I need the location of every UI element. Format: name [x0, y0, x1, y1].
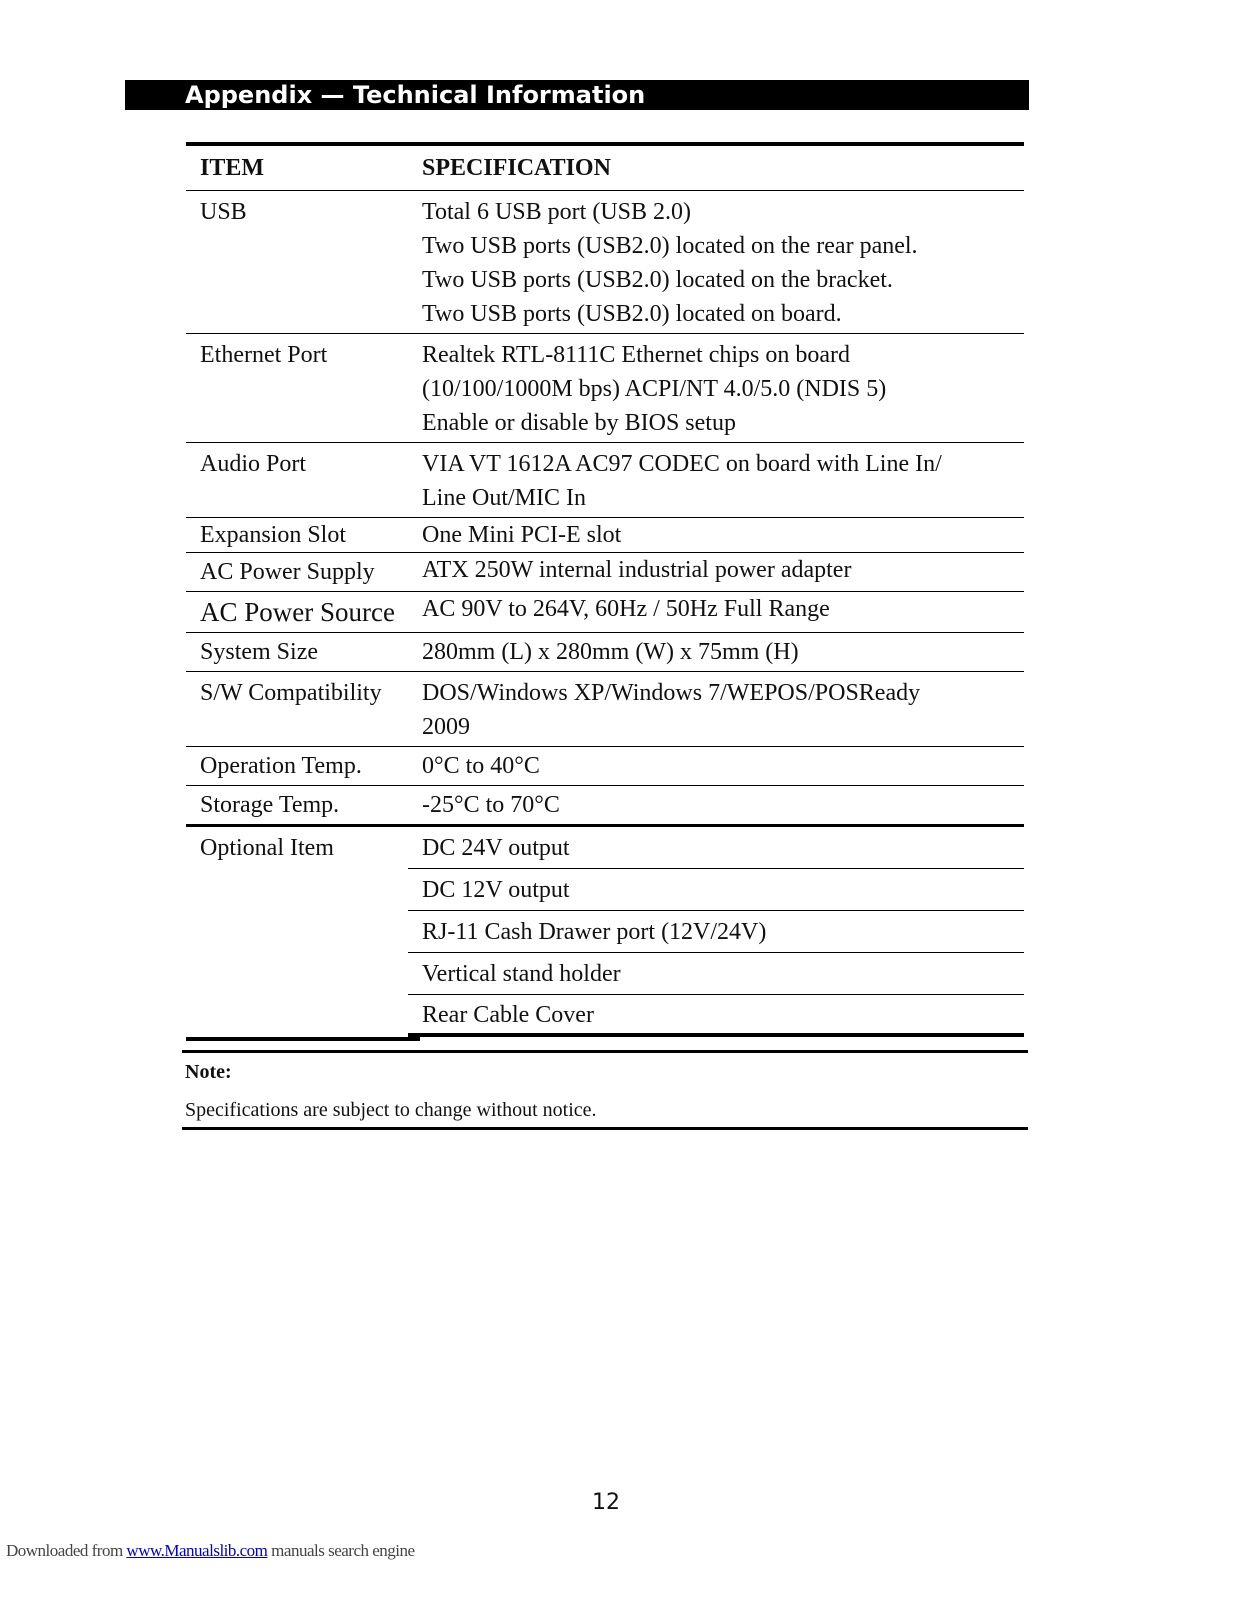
spec-line: Realtek RTL-8111C Ethernet chips on board [422, 342, 851, 368]
item-cell: Optional Item [200, 835, 334, 861]
spec-line: 280mm (L) x 280mm (W) x 75mm (H) [422, 639, 799, 665]
table-row [186, 672, 1024, 747]
spec-line: Enable or disable by BIOS setup [422, 410, 736, 436]
item-cell: USB [200, 199, 247, 225]
section-header-bar [125, 80, 1029, 110]
spec-line: One Mini PCI-E slot [422, 522, 622, 548]
spec-table [186, 142, 1024, 1037]
spec-line: 0°C to 40°C [422, 753, 540, 779]
table-row [186, 334, 1024, 443]
spec-line: VIA VT 1612A AC97 CODEC on board with Line In/ [422, 451, 942, 477]
spec-line: AC 90V to 264V, 60Hz / 50Hz Full Range [422, 596, 830, 622]
spec-column-header: SPECIFICATION [422, 154, 611, 181]
item-cell: AC Power Supply [200, 559, 375, 585]
table-row [186, 592, 1024, 633]
spec-table-header [186, 146, 1024, 191]
spec-line: Total 6 USB port (USB 2.0) [422, 199, 691, 225]
item-cell: Expansion Slot [200, 522, 347, 548]
note-title: Note: [185, 1061, 232, 1083]
table-row [186, 553, 1024, 592]
table-row [186, 633, 1024, 672]
spec-line: (10/100/1000M bps) ACPI/NT 4.0/5.0 (NDIS 5) [422, 376, 887, 402]
spec-line: Line Out/MIC In [422, 485, 586, 511]
optional-spec-line: DC 12V output [408, 869, 1024, 911]
table-row [186, 518, 1024, 553]
spec-line: Two USB ports (USB2.0) located on the rear panel. [422, 233, 918, 259]
item-cell: Storage Temp. [200, 792, 340, 818]
spec-line: -25°C to 70°C [422, 792, 560, 818]
download-footer [6, 1541, 415, 1561]
optional-spec-line: DC 24V output [408, 827, 1024, 869]
optional-spec-line: Rear Cable Cover [408, 995, 1024, 1037]
note-block [182, 1050, 1028, 1130]
item-cell: System Size [200, 639, 318, 665]
optional-items-row [186, 827, 1024, 1037]
section-title: Appendix — Technical Information [185, 81, 646, 109]
item-cell: Operation Temp. [200, 753, 362, 779]
spec-line: DOS/Windows XP/Windows 7/WEPOS/POSReady [422, 680, 921, 706]
spec-line: Two USB ports (USB2.0) located on board. [422, 301, 842, 327]
note-text: Specifications are subject to change without notice. [185, 1099, 597, 1121]
page-number: 12 [592, 1490, 620, 1515]
item-cell: AC Power Source [200, 597, 395, 627]
spec-line: 2009 [422, 714, 470, 740]
table-row [186, 747, 1024, 786]
item-cell: Ethernet Port [200, 342, 328, 368]
manualslib-link[interactable]: www.Manualslib.com [126, 1541, 268, 1560]
optional-spec-line: RJ-11 Cash Drawer port (12V/24V) [408, 911, 1024, 953]
footer-prefix: Downloaded from [6, 1541, 127, 1560]
optional-spec-line: Vertical stand holder [408, 953, 1024, 995]
table-row [186, 786, 1024, 827]
footer-suffix: manuals search engine [267, 1541, 415, 1560]
item-column-header: ITEM [200, 154, 265, 181]
table-row [186, 191, 1024, 334]
item-cell: S/W Compatibility [200, 680, 382, 706]
item-cell: Audio Port [200, 451, 307, 477]
spec-line: Two USB ports (USB2.0) located on the bracket. [422, 267, 893, 293]
table-row [186, 443, 1024, 518]
spec-line: ATX 250W internal industrial power adapter [422, 557, 852, 583]
